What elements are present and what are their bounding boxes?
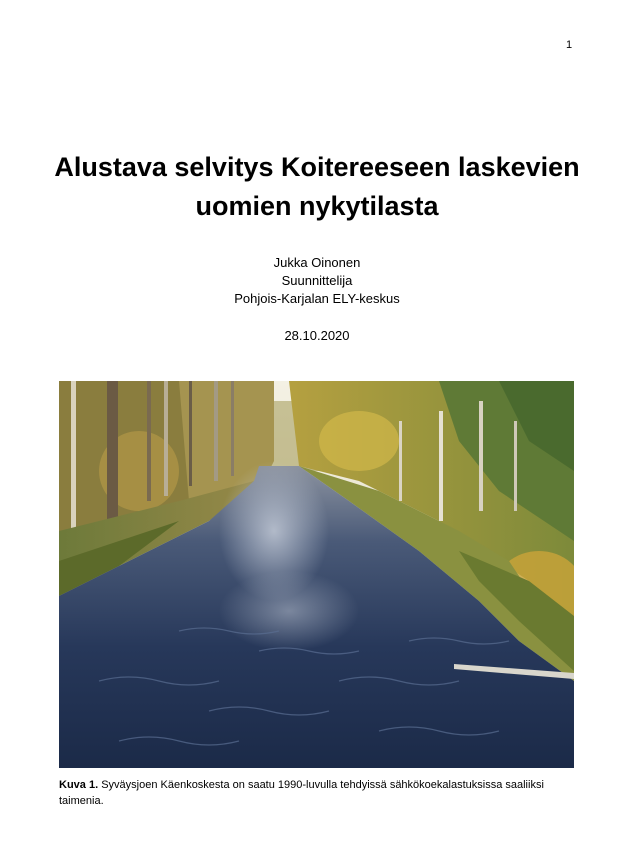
author-block	[0, 254, 634, 308]
figure-caption-text: Syväysjoen Käenkoskesta on saatu 1990-luvulla tehdyissä sähkökoekalastuksissa saaliiksi taimenia.	[59, 779, 544, 807]
figure-label: Kuva 1.	[59, 779, 99, 791]
author-organization: Pohjois-Karjalan ELY-keskus	[234, 291, 400, 306]
document-title	[0, 148, 634, 226]
title-line-1: Alustava selvitys Koitereeseen laskevien	[54, 152, 580, 182]
figure-caption	[59, 777, 574, 809]
author-name: Jukka Oinonen	[273, 255, 361, 270]
river-photo	[59, 381, 574, 768]
page-number: 1	[566, 39, 573, 51]
author-role: Suunnittelija	[281, 273, 353, 288]
title-line-2: uomien nykytilasta	[195, 191, 439, 221]
document-date: 28.10.2020	[284, 328, 350, 343]
